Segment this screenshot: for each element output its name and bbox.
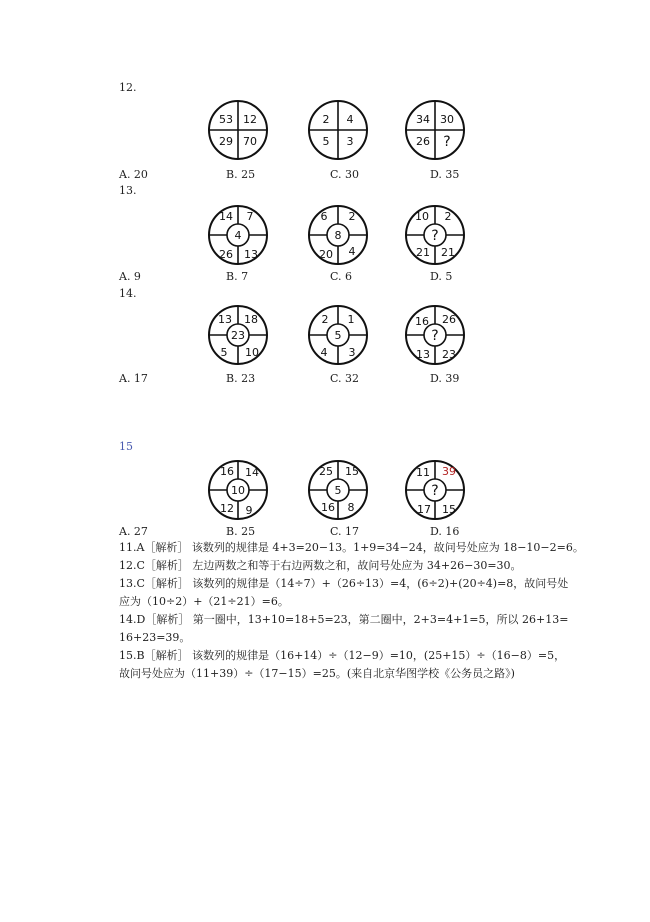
q13-c1-br: 13 xyxy=(244,248,258,261)
q15-c1-bl: 12 xyxy=(220,502,234,515)
q14-c3-br: 23 xyxy=(442,348,456,361)
q15-c1-tl: 16 xyxy=(220,465,234,478)
q12-c3-tr: 30 xyxy=(440,113,454,126)
q13-circle-3 xyxy=(403,203,467,267)
q13-option-b: B. 7 xyxy=(226,270,249,283)
q13-c1-center: 4 xyxy=(234,229,242,242)
q15-c2-center: 5 xyxy=(334,484,342,497)
q14-c1-center: 23 xyxy=(231,329,245,342)
q15-option-b: B. 25 xyxy=(226,525,256,538)
q13-c3-bl: 21 xyxy=(416,246,430,259)
answer-13-line-2: 应为（10÷2）+（21÷21）=6。 xyxy=(119,595,289,608)
q14-circle-2 xyxy=(306,303,370,367)
q12-c3-tl: 34 xyxy=(416,113,430,126)
q13-c1-bl: 26 xyxy=(219,248,233,261)
q15-option-d: D. 16 xyxy=(430,525,460,538)
q14-c3-tl: 16 xyxy=(415,315,429,328)
q12-c2-br: 3 xyxy=(346,135,354,148)
answer-13-line-1: 13.C［解析］ 该数列的规律是（14÷7）+（26÷13）=4，(6÷2)+(20÷4)=8，故问号处 xyxy=(119,577,569,590)
q14-c1-br: 10 xyxy=(245,346,259,359)
q15-c1-br: 9 xyxy=(245,504,253,517)
q15-c3-center: ? xyxy=(431,483,439,499)
q12-c1-br: 70 xyxy=(243,135,257,148)
q12-c3-br: ? xyxy=(443,134,451,150)
q15-c2-tl: 25 xyxy=(319,465,333,478)
q13-c2-bl: 20 xyxy=(319,248,333,261)
q13-c3-tl: 10 xyxy=(415,210,429,223)
q15-c1-center: 10 xyxy=(231,484,245,497)
q13-circle-2 xyxy=(306,203,370,267)
q15-c3-tl: 11 xyxy=(416,466,430,479)
q12-c1-tr: 12 xyxy=(243,113,257,126)
q13-c2-center: 8 xyxy=(334,229,342,242)
question-14-number: 14. xyxy=(119,287,137,300)
q12-option-d: D. 35 xyxy=(430,168,460,181)
answer-14-line-1: 14.D［解析］ 第一圈中，13+10=18+5=23，第二圈中，2+3=4+1=5，所以 26+13= xyxy=(119,613,569,626)
q12-option-b: B. 25 xyxy=(226,168,256,181)
q15-c2-bl: 16 xyxy=(321,501,335,514)
answer-12: 12.C［解析］ 左边两数之和等于右边两数之和，故问号处应为 34+26−30=30。 xyxy=(119,559,522,572)
q12-c2-tr: 4 xyxy=(346,113,354,126)
q14-c2-br: 3 xyxy=(348,346,356,359)
q13-circle-1 xyxy=(206,203,270,267)
q14-c3-tr: 26 xyxy=(442,313,456,326)
q13-c1-tl: 14 xyxy=(219,210,233,223)
q12-c3-bl: 26 xyxy=(416,135,430,148)
q12-c2-tl: 2 xyxy=(322,113,330,126)
q14-c1-tr: 18 xyxy=(244,313,258,326)
q12-circle-1 xyxy=(206,98,270,162)
q14-option-a: A. 17 xyxy=(119,372,148,385)
question-15-number: 15 xyxy=(119,440,133,453)
q13-c3-tr: 2 xyxy=(444,210,452,223)
q15-c2-br: 8 xyxy=(347,501,355,514)
q14-circle-1 xyxy=(206,303,270,367)
q12-c1-tl: 53 xyxy=(219,113,233,126)
answer-15-line-1: 15.B［解析］ 该数列的规律是（16+14）÷（12−9）=10，(25+15）÷（16−8）=5， xyxy=(119,649,566,662)
q13-c1-tr: 7 xyxy=(246,210,254,223)
q15-c3-br: 15 xyxy=(442,503,456,516)
q12-option-a: A. 20 xyxy=(119,168,148,181)
q13-c2-tl: 6 xyxy=(320,210,328,223)
q13-option-c: C. 6 xyxy=(330,270,353,283)
q15-option-c: C. 17 xyxy=(330,525,360,538)
question-13-number: 13. xyxy=(119,184,137,197)
q12-c2-bl: 5 xyxy=(322,135,330,148)
q13-c3-br: 21 xyxy=(441,246,455,259)
q13-option-d: D. 5 xyxy=(430,270,453,283)
answer-14-line-2: 16+23=39。 xyxy=(119,631,191,644)
q15-c3-bl: 17 xyxy=(417,503,431,516)
q14-c3-bl: 13 xyxy=(416,348,430,361)
answer-11: 11.A［解析］ 该数列的规律是 4+3=20−13。1+9=34−24，故问号处应为 18−10−2=6。 xyxy=(119,541,584,554)
q14-c2-center: 5 xyxy=(334,329,342,342)
q15-c3-tr: 39 xyxy=(442,465,456,478)
q13-c2-tr: 2 xyxy=(348,210,356,223)
q14-c2-tr: 1 xyxy=(347,313,355,326)
q13-option-a: A. 9 xyxy=(119,270,141,283)
q14-c1-tl: 13 xyxy=(218,313,232,326)
q14-c3-center: ? xyxy=(431,328,439,344)
q14-c1-bl: 5 xyxy=(220,346,228,359)
q14-c2-bl: 4 xyxy=(320,346,328,359)
q12-option-c: C. 30 xyxy=(330,168,360,181)
q15-circle-2 xyxy=(306,458,370,522)
q14-option-b: B. 23 xyxy=(226,372,256,385)
q15-option-a: A. 27 xyxy=(119,525,148,538)
q13-c3-center: ? xyxy=(431,228,439,244)
q14-c2-tl: 2 xyxy=(321,313,329,326)
q12-circle-3 xyxy=(403,98,467,162)
q12-c1-bl: 29 xyxy=(219,135,233,148)
question-12-number: 12. xyxy=(119,81,137,94)
q13-c2-br: 4 xyxy=(348,245,356,258)
q14-option-c: C. 32 xyxy=(330,372,360,385)
q15-c2-tr: 15 xyxy=(345,465,359,478)
q14-option-d: D. 39 xyxy=(430,372,460,385)
answer-15-line-2: 故问号处应为（11+39）÷（17−15）=25。(来自北京华图学校《公务员之路》) xyxy=(119,667,515,680)
q14-circle-3 xyxy=(403,303,467,367)
q15-circle-3 xyxy=(403,458,467,522)
q12-circle-2 xyxy=(306,98,370,162)
q15-c1-tr: 14 xyxy=(245,466,259,479)
q15-circle-1 xyxy=(206,458,270,522)
